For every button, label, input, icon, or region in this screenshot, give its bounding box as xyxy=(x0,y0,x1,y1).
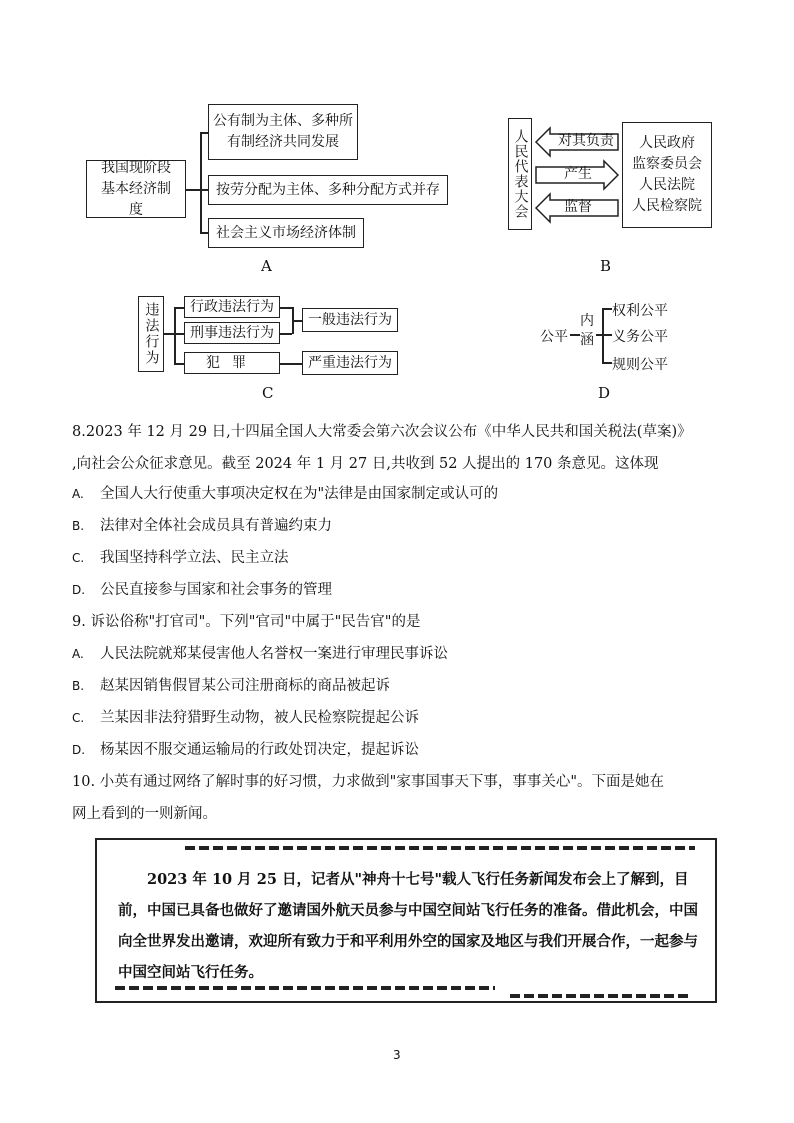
diagram-c-label: C xyxy=(262,384,274,402)
q8-option-c-key: C. xyxy=(72,551,85,565)
diagram-a-branch-1 xyxy=(200,132,208,134)
diagram-b-organ-1: 人民政府 xyxy=(639,135,695,151)
diagram-b-label: B xyxy=(600,257,612,275)
diagram-d-middle xyxy=(580,312,596,350)
q9-option-b xyxy=(72,674,390,695)
diagram-d-root-line xyxy=(570,334,580,336)
diagram-b-root-text: 人民代表大会 xyxy=(512,129,529,219)
diagram-a-item-2-text: 按劳分配为主体、多种分配方式并存 xyxy=(216,181,440,198)
diagram-a-spine xyxy=(200,132,202,232)
diagram-c-spine xyxy=(174,307,176,363)
q10-stem-line-2: 网上看到的一则新闻。 xyxy=(72,806,217,822)
diagram-a-item-1-text: 公有制为主体、多种所有制经济共同发展 xyxy=(213,113,353,150)
diagram-d-branch-1 xyxy=(602,308,612,310)
diagram-a-root-text: 我国现阶段基本经济制度 xyxy=(101,159,171,218)
q9-option-b-text: 赵某因销售假冒某公司注册商标的商品被起诉 xyxy=(100,678,390,694)
q9-option-c-key: C. xyxy=(72,711,85,725)
diagram-b-arrow-label-1: 对其负责 xyxy=(558,133,614,149)
diagram-b-organ-3: 人民法院 xyxy=(639,177,695,193)
q9-option-a xyxy=(72,642,448,663)
diagram-c-item-2-text: 刑事违法行为 xyxy=(190,324,274,341)
diagram-c-branch-1 xyxy=(174,307,184,309)
q8-option-a-key: A. xyxy=(72,487,84,501)
diagram-b-organ-2: 监察委员会 xyxy=(632,156,702,172)
q9-option-d-key: D. xyxy=(72,743,86,757)
diagram-d-item-2: 义务公平 xyxy=(612,329,668,345)
diagram-a-item-1 xyxy=(208,104,358,160)
diagram-c-join-3 xyxy=(280,363,302,365)
diagram-c-root xyxy=(138,296,164,372)
q9-stem: 9. 诉讼俗称"打官司"。下列"官司"中属于"民告官"的是 xyxy=(72,614,421,630)
diagram-c-result-1 xyxy=(302,308,398,332)
q8-option-d-key: D. xyxy=(72,583,86,597)
diagram-d-middle-text: 内涵 xyxy=(580,313,594,348)
diagram-c-branch-2 xyxy=(174,333,184,335)
q8-option-b xyxy=(72,514,332,535)
diagram-c-join-2 xyxy=(280,333,292,335)
q8-option-d xyxy=(72,578,332,599)
q9-option-a-key: A. xyxy=(72,647,84,661)
diagram-b-organs xyxy=(622,122,712,228)
diagram-a-label: A xyxy=(261,257,272,275)
q8-option-b-key: B. xyxy=(72,519,85,533)
diagram-d-branch-3 xyxy=(602,362,612,364)
q9-option-c xyxy=(72,706,419,727)
q8-option-c-text: 我国坚持科学立法、民主立法 xyxy=(100,550,289,566)
diagram-c-item-3 xyxy=(184,352,280,374)
q9-option-d-text: 杨某因不服交通运输局的行政处罚决定，提起诉讼 xyxy=(100,742,419,758)
diagram-a-branch-3 xyxy=(200,232,208,234)
page-number: 3 xyxy=(393,1048,401,1062)
diagram-b-arrow-label-3: 监督 xyxy=(564,199,592,215)
q8-option-a-text: 全国人大行使重大事项决定权在为"法律是由国家制定或认可的 xyxy=(100,486,499,502)
q8-stem-line-1: 8.2023 年 12 月 29 日,十四届全国人大常委会第六次会议公布《中华人民共和国关税法(草案)》 xyxy=(72,424,692,440)
diagram-b-arrow-label-2: 产生 xyxy=(564,166,592,182)
q8-option-b-text: 法律对全体社会成员具有普遍约束力 xyxy=(100,518,332,534)
q8-option-c xyxy=(72,546,289,567)
diagram-c-item-1-text: 行政违法行为 xyxy=(190,298,274,315)
q9-option-d xyxy=(72,738,419,759)
diagram-c-result-2-text: 严重违法行为 xyxy=(308,354,392,371)
diagram-c-join-out xyxy=(292,320,302,322)
diagram-d-item-3: 规则公平 xyxy=(612,357,668,373)
news-text: 2023 年 10 月 25 日，记者从"神舟十七号"载人飞行任务新闻发布会上了解到，目前，中国已具备也做好了邀请国外航天员参与中国空间站飞行任务的准备。借此机会，中国向全世界发出邀请，欢迎所有致力于和平利用外空的国家及地区与我们开展合作，一起参与中国空间站飞行任务。 xyxy=(118,871,698,981)
diagram-a-root xyxy=(86,160,186,218)
news-frame-dash-top xyxy=(185,846,695,850)
diagram-c-result-1-text: 一般违法行为 xyxy=(308,311,392,328)
diagram-d-root: 公平 xyxy=(540,329,568,345)
diagram-c-item-1 xyxy=(184,296,280,318)
q9-option-c-text: 兰某因非法狩猎野生动物，被人民检察院提起公诉 xyxy=(100,710,419,726)
diagram-b-root xyxy=(508,118,532,230)
q8-option-d-text: 公民直接参与国家和社会事务的管理 xyxy=(100,582,332,598)
diagram-c-root-text: 违法行为 xyxy=(143,302,160,366)
diagram-c-result-2 xyxy=(302,351,398,375)
q9-option-a-text: 人民法院就郑某侵害他人名誉权一案进行审理民事诉讼 xyxy=(100,646,448,662)
diagram-d-item-1: 权利公平 xyxy=(612,303,668,319)
diagram-d-branch-2 xyxy=(602,334,612,336)
diagram-d-label: D xyxy=(598,384,611,402)
q9-option-b-key: B. xyxy=(72,679,85,693)
news-frame-dash-bottom-2 xyxy=(510,994,690,998)
diagram-a-branch-2 xyxy=(200,189,208,191)
diagram-c-trunk xyxy=(164,333,174,335)
diagram-a-item-3-text: 社会主义市场经济体制 xyxy=(216,224,356,241)
q8-stem-line-2: ,向社会公众征求意见。截至 2024 年 1 月 27 日,共收到 52 人提出的 170 条意见。这体现 xyxy=(72,456,659,472)
diagram-c-item-2 xyxy=(184,322,280,344)
diagram-b-organ-4: 人民检察院 xyxy=(632,198,702,214)
diagram-c-join xyxy=(280,307,292,309)
diagram-c-item-3-text: 犯罪 xyxy=(206,354,258,371)
q10-stem-line-1: 10. 小英有通过网络了解时事的好习惯，力求做到"家事国事天下事，事事关心"。下面是她在 xyxy=(72,774,665,790)
q8-option-a xyxy=(72,482,498,503)
diagram-a-trunk xyxy=(186,189,200,191)
diagram-a-item-2 xyxy=(208,175,448,205)
diagram-c-branch-3 xyxy=(174,363,184,365)
diagram-a-item-3 xyxy=(208,218,364,248)
